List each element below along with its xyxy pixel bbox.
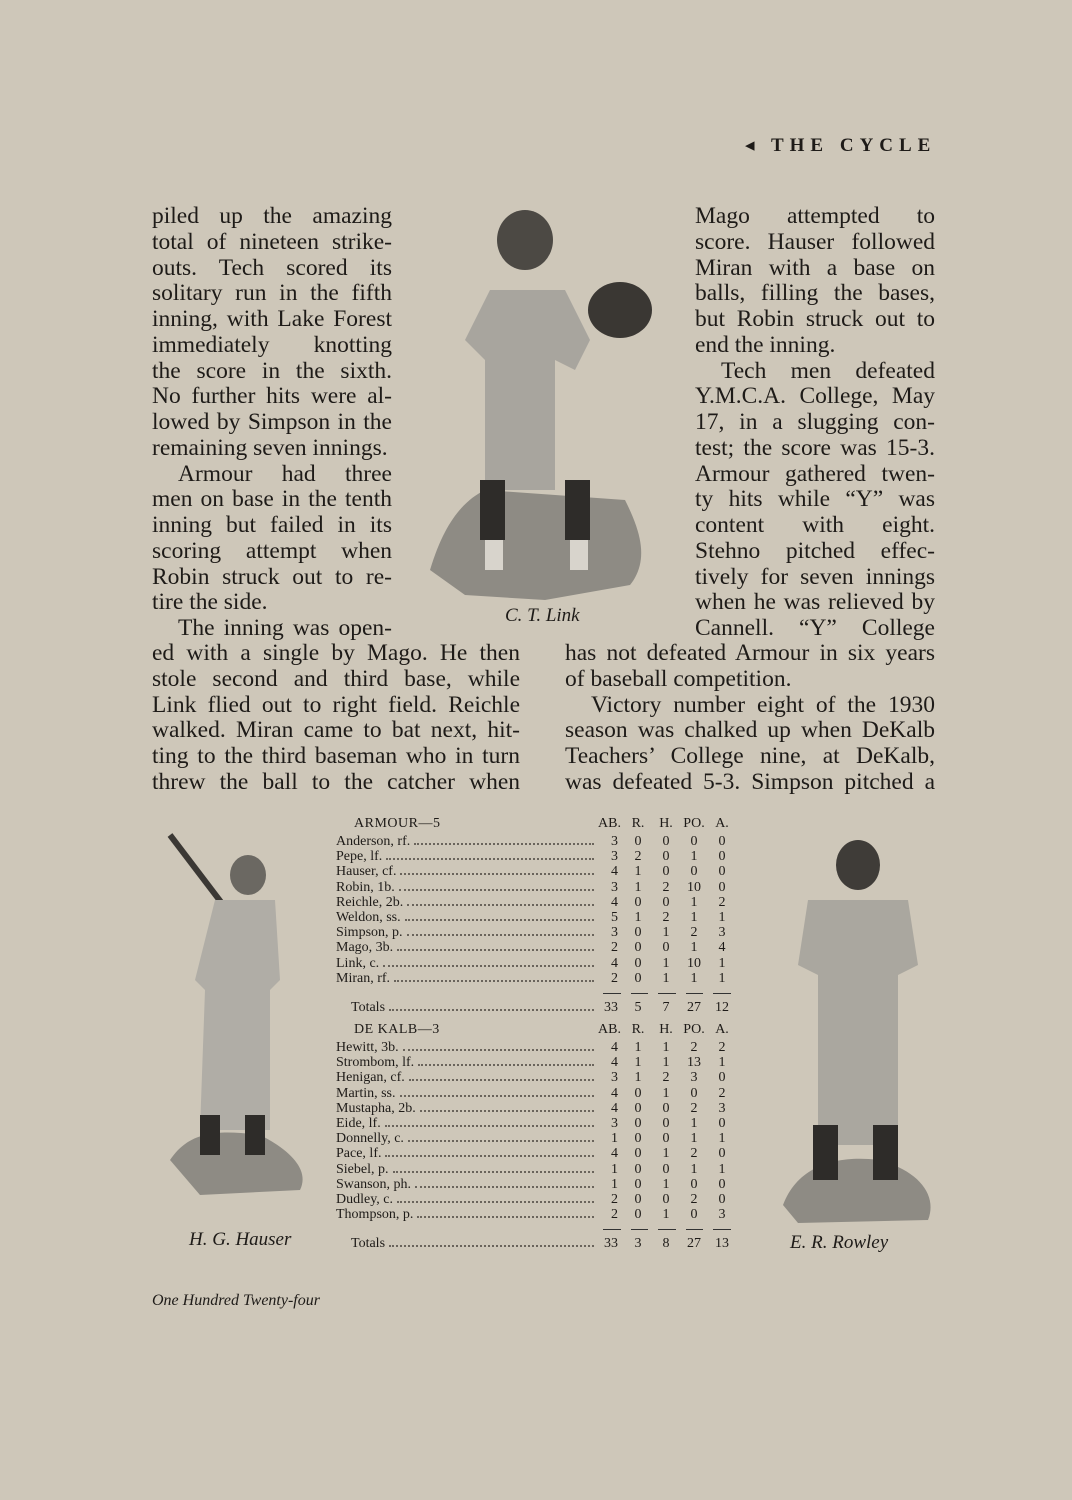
- player-name: Robin, 1b.: [336, 879, 395, 895]
- text-line: tire the side.: [152, 589, 268, 616]
- stat-value: 4: [611, 1146, 618, 1162]
- dot-leader: [397, 1201, 594, 1203]
- text-line: Y.M.C.A. College, May: [695, 383, 935, 410]
- table-row: [336, 1131, 736, 1146]
- column-header: R.: [631, 1022, 645, 1037]
- text-line: No further hits were al-: [152, 383, 392, 410]
- dot-leader: [403, 1049, 594, 1051]
- dot-leader: [420, 1110, 594, 1112]
- stat-value: 0: [634, 1191, 642, 1207]
- table-row: [336, 1070, 736, 1085]
- stat-value: 4: [718, 940, 726, 956]
- stat-value: 13: [687, 1055, 701, 1071]
- text-line: Miran with a base on: [695, 254, 935, 281]
- player-name: Siebel, p.: [336, 1161, 389, 1177]
- table-row: [336, 910, 736, 925]
- dot-leader: [414, 843, 594, 845]
- column-header: A.: [715, 1022, 729, 1037]
- stat-value: 0: [662, 1100, 670, 1116]
- dot-leader: [415, 1186, 594, 1188]
- stat-value: 2: [611, 940, 618, 956]
- stat-value: 1: [634, 1055, 642, 1071]
- table-row: [336, 849, 736, 864]
- table-row: [336, 1207, 736, 1222]
- left-column-text: [152, 204, 392, 642]
- box-score-header: [336, 816, 736, 834]
- text-line: Robin struck out to re-: [152, 563, 392, 590]
- dot-leader: [385, 1155, 594, 1157]
- table-row: [336, 1086, 736, 1101]
- stat-value: 1: [718, 955, 726, 971]
- stat-value: 4: [611, 1100, 618, 1116]
- stat-value: 2: [718, 1085, 726, 1101]
- stat-value: 33: [604, 1236, 618, 1252]
- dot-leader: [399, 889, 594, 891]
- table-row: [336, 1040, 736, 1055]
- stat-value: 2: [690, 1040, 698, 1055]
- table-row: [336, 1192, 736, 1207]
- table-row: [336, 1162, 736, 1177]
- table-row: [336, 940, 736, 955]
- text-line: threw the ball to the catcher when: [152, 768, 520, 795]
- stat-value: 1: [662, 1055, 670, 1071]
- player-name: Hewitt, 3b.: [336, 1040, 399, 1055]
- dot-leader: [417, 1216, 594, 1218]
- stat-value: 4: [611, 1055, 618, 1071]
- header-marker: ◂: [745, 135, 761, 156]
- stat-value: 1: [690, 1161, 698, 1177]
- text-line: ty hits while “Y” was: [695, 486, 935, 513]
- stat-value: 1: [690, 894, 698, 910]
- player-name: Dudley, c.: [336, 1191, 394, 1207]
- stat-value: 1: [634, 879, 642, 895]
- stat-value: 2: [611, 1207, 618, 1223]
- text-line: but Robin struck out to: [695, 306, 935, 332]
- dot-leader: [400, 873, 594, 875]
- box-score-dekalb: [336, 1022, 736, 1251]
- stat-value: 1: [690, 1131, 698, 1147]
- stat-value: 8: [662, 1236, 670, 1252]
- player-name: Martin, ss.: [336, 1085, 396, 1101]
- stat-value: 1: [662, 1040, 670, 1055]
- stat-value: 0: [662, 1191, 670, 1207]
- stat-value: 1: [718, 909, 726, 925]
- stat-value: 0: [634, 1115, 642, 1131]
- stat-value: 10: [687, 879, 701, 895]
- player-name: Thompson, p.: [336, 1207, 414, 1223]
- table-row: [336, 834, 736, 849]
- stat-value: 0: [662, 849, 670, 865]
- stat-value: 1: [662, 925, 670, 941]
- table-row: [336, 956, 736, 971]
- stat-value: 0: [662, 834, 670, 849]
- text-line: was defeated 5-3. Simpson pitched a: [565, 768, 935, 795]
- text-line: of baseball competition.: [565, 665, 792, 692]
- stat-value: 4: [611, 955, 618, 971]
- stat-value: 0: [634, 955, 642, 971]
- stat-value: 1: [634, 1070, 642, 1086]
- text-line: scoring attempt when: [152, 537, 392, 564]
- stat-value: 1: [662, 1176, 670, 1192]
- player-name: Miran, rf.: [336, 970, 391, 986]
- stat-value: 0: [690, 864, 698, 880]
- stat-value: 0: [634, 1207, 642, 1223]
- stat-value: 0: [718, 849, 726, 865]
- stat-value: 0: [690, 834, 698, 849]
- dot-leader: [407, 904, 594, 906]
- player-name: Hauser, cf.: [336, 864, 397, 880]
- stat-value: 1: [718, 1131, 726, 1147]
- text-line: Stehno pitched effec-: [695, 537, 935, 564]
- stat-value: 7: [662, 999, 670, 1015]
- stat-value: 3: [718, 925, 726, 941]
- text-line: Tech men defeated: [721, 357, 935, 384]
- text-line: ed with a single by Mago. He then: [152, 640, 520, 666]
- stat-value: 0: [718, 879, 726, 895]
- text-line: score. Hauser followed: [695, 228, 935, 255]
- team-name: ARMOUR—5: [354, 816, 441, 831]
- player-name: Pace, lf.: [336, 1146, 382, 1162]
- column-header: PO.: [683, 1022, 705, 1037]
- stat-value: 1: [662, 1085, 670, 1101]
- text-line: total of nineteen strike-: [152, 228, 392, 255]
- column-header: AB.: [598, 1022, 621, 1037]
- stat-value: 0: [662, 894, 670, 910]
- player-name: Strombom, lf.: [336, 1055, 415, 1071]
- text-line: ting to the third baseman who in turn: [152, 743, 520, 769]
- text-line: Victory number eight of the 1930: [591, 691, 935, 718]
- text-line: inning but failed in its: [152, 512, 392, 538]
- stat-value: 2: [690, 1146, 698, 1162]
- column-header: AB.: [598, 816, 621, 831]
- dot-leader: [397, 949, 594, 951]
- text-line: walked. Miran came to bat next, hit-: [152, 717, 520, 744]
- stat-value: 2: [611, 1191, 618, 1207]
- stat-value: 4: [611, 1040, 618, 1055]
- text-line: season was chalked up when DeKalb: [565, 717, 935, 744]
- column-header: H.: [659, 1022, 673, 1037]
- dot-leader: [394, 980, 594, 982]
- text-line: end the inning.: [695, 331, 836, 358]
- stat-value: 0: [662, 1131, 670, 1147]
- box-score-armour: [336, 816, 736, 1015]
- text-line: Armour had three: [178, 460, 392, 487]
- stat-value: 0: [634, 834, 642, 849]
- text-line: Teachers’ College nine, at DeKalb,: [565, 743, 935, 769]
- stat-value: 0: [634, 1146, 642, 1162]
- stat-value: 0: [690, 1207, 698, 1223]
- text-line: inning, with Lake Forest: [152, 306, 392, 332]
- stat-value: 1: [662, 1146, 670, 1162]
- stat-value: 0: [634, 940, 642, 956]
- totals-row: [336, 1000, 736, 1015]
- player-name: Henigan, cf.: [336, 1070, 405, 1086]
- stat-value: 0: [690, 1085, 698, 1101]
- stat-value: 3: [718, 1100, 726, 1116]
- dot-leader: [393, 1171, 595, 1173]
- stat-value: 0: [634, 1176, 642, 1192]
- text-line: has not defeated Armour in six years: [565, 640, 935, 666]
- stat-value: 2: [690, 1100, 698, 1116]
- dot-leader: [383, 965, 594, 967]
- player-name: Link, c.: [336, 955, 380, 971]
- stat-value: 5: [611, 909, 618, 925]
- table-row: [336, 1055, 736, 1070]
- totals-rule: [336, 1222, 736, 1236]
- stat-value: 0: [662, 1161, 670, 1177]
- table-row: [336, 1116, 736, 1131]
- stat-value: 0: [718, 1176, 726, 1192]
- stat-value: 1: [634, 864, 642, 880]
- table-row: [336, 864, 736, 879]
- table-row: [336, 1101, 736, 1116]
- stat-value: 2: [662, 879, 670, 895]
- player-name: Weldon, ss.: [336, 909, 401, 925]
- stat-value: 10: [687, 955, 701, 971]
- totals-row: [336, 1236, 736, 1251]
- table-row: [336, 1146, 736, 1161]
- stat-value: 1: [718, 1055, 726, 1071]
- stat-value: 0: [662, 864, 670, 880]
- stat-value: 0: [634, 970, 642, 986]
- text-line: The inning was open-: [178, 615, 392, 641]
- stat-value: 3: [611, 925, 618, 941]
- stat-value: 2: [611, 970, 618, 986]
- player-name: Simpson, p.: [336, 925, 403, 941]
- dot-leader: [386, 858, 594, 860]
- player-name: Totals: [351, 999, 386, 1015]
- stat-value: 4: [611, 864, 618, 880]
- stat-value: 4: [611, 894, 618, 910]
- player-name: Eide, lf.: [336, 1115, 381, 1131]
- dot-leader: [407, 934, 594, 936]
- dot-leader: [389, 1245, 594, 1247]
- stat-value: 0: [718, 1146, 726, 1162]
- text-line: solitary run in the fifth: [152, 280, 392, 307]
- stat-value: 2: [690, 925, 698, 941]
- stat-value: 0: [634, 1161, 642, 1177]
- stat-value: 1: [690, 970, 698, 986]
- photo-link: [425, 200, 660, 605]
- table-row: [336, 971, 736, 986]
- stat-value: 0: [634, 894, 642, 910]
- stat-value: 3: [718, 1207, 726, 1223]
- stat-value: 0: [718, 864, 726, 880]
- caption-hauser: H. G. Hauser: [189, 1229, 292, 1250]
- text-line: outs. Tech scored its: [152, 254, 392, 281]
- text-line: men on base in the tenth: [152, 486, 392, 513]
- stat-value: 2: [718, 1040, 726, 1055]
- stat-value: 2: [662, 1070, 670, 1086]
- stat-value: 0: [718, 834, 726, 849]
- stat-value: 27: [687, 1236, 701, 1252]
- player-name: Reichle, 2b.: [336, 894, 404, 910]
- text-line: the score in the sixth.: [152, 357, 392, 384]
- left-wide-text: [152, 641, 520, 796]
- right-column-text: [695, 204, 935, 642]
- text-line: when he was relieved by: [695, 589, 935, 616]
- dot-leader: [389, 1009, 594, 1011]
- player-name: Anderson, rf.: [336, 834, 411, 849]
- stat-value: 5: [634, 999, 642, 1015]
- text-line: stole second and third base, while: [152, 665, 520, 692]
- header-title: THE CYCLE: [770, 135, 937, 156]
- table-row: [336, 925, 736, 940]
- stat-value: 1: [611, 1131, 618, 1147]
- player-name: Mustapha, 2b.: [336, 1100, 416, 1116]
- stat-value: 3: [611, 1115, 618, 1131]
- stat-value: 1: [611, 1161, 618, 1177]
- stat-value: 33: [604, 999, 618, 1015]
- stat-value: 1: [662, 955, 670, 971]
- photo-hauser: [160, 830, 315, 1200]
- player-name: Mago, 3b.: [336, 940, 394, 956]
- text-line: Mago attempted to: [695, 203, 935, 229]
- stat-value: 1: [718, 1161, 726, 1177]
- stat-value: 2: [662, 909, 670, 925]
- stat-value: 27: [687, 999, 701, 1015]
- stat-value: 13: [715, 1236, 729, 1252]
- stat-value: 3: [611, 849, 618, 865]
- page-number: One Hundred Twenty-four: [152, 1292, 320, 1309]
- text-line: Link flied out to right field. Reichle: [152, 691, 520, 718]
- column-header: A.: [715, 816, 729, 831]
- stat-value: 4: [611, 1085, 618, 1101]
- player-name: Swanson, ph.: [336, 1176, 412, 1192]
- player-name: Donnelly, c.: [336, 1131, 404, 1147]
- stat-value: 2: [718, 894, 726, 910]
- stat-value: 1: [634, 1040, 642, 1055]
- text-line: Armour gathered twen-: [695, 460, 935, 487]
- dot-leader: [418, 1064, 594, 1066]
- team-name: DE KALB—3: [354, 1022, 440, 1037]
- stat-value: 0: [634, 1100, 642, 1116]
- photo-rowley: [778, 835, 938, 1225]
- text-line: remaining seven innings.: [152, 434, 388, 461]
- totals-rule: [336, 986, 736, 1000]
- caption-link: C. T. Link: [505, 605, 580, 626]
- text-line: lowed by Simpson in the: [152, 409, 392, 435]
- stat-value: 1: [690, 940, 698, 956]
- column-header: R.: [631, 816, 645, 831]
- stat-value: 0: [690, 1176, 698, 1192]
- stat-value: 2: [634, 849, 642, 865]
- column-header: H.: [659, 816, 673, 831]
- stat-value: 0: [634, 1131, 642, 1147]
- stat-value: 3: [611, 834, 618, 849]
- player-name: Pepe, lf.: [336, 849, 383, 865]
- stat-value: 1: [690, 849, 698, 865]
- text-line: tively for seven innings: [695, 563, 935, 590]
- table-row: [336, 880, 736, 895]
- stat-value: 3: [634, 1236, 642, 1252]
- dot-leader: [385, 1125, 594, 1127]
- stat-value: 3: [690, 1070, 698, 1086]
- text-line: test; the score was 15-3.: [695, 434, 935, 461]
- text-line: Cannell. “Y” College: [695, 615, 935, 641]
- stat-value: 1: [718, 970, 726, 986]
- stat-value: 1: [611, 1176, 618, 1192]
- stat-value: 0: [662, 940, 670, 956]
- stat-value: 0: [634, 925, 642, 941]
- text-line: balls, filling the bases,: [695, 280, 935, 307]
- stat-value: 0: [634, 1085, 642, 1101]
- player-name: Totals: [351, 1236, 386, 1252]
- stat-value: 2: [690, 1191, 698, 1207]
- stat-value: 3: [611, 879, 618, 895]
- stat-value: 3: [611, 1070, 618, 1086]
- stat-value: 1: [662, 970, 670, 986]
- stat-value: 12: [715, 999, 729, 1015]
- text-line: content with eight.: [695, 512, 935, 538]
- stat-value: 1: [690, 909, 698, 925]
- table-row: [336, 895, 736, 910]
- stat-value: 1: [634, 909, 642, 925]
- dot-leader: [405, 919, 594, 921]
- column-header: PO.: [683, 816, 705, 831]
- text-line: immediately knotting: [152, 331, 392, 358]
- text-line: piled up the amazing: [152, 203, 392, 229]
- running-header: [745, 134, 936, 157]
- table-row: [336, 1177, 736, 1192]
- stat-value: 1: [662, 1207, 670, 1223]
- dot-leader: [408, 1140, 594, 1142]
- box-score-header: [336, 1022, 736, 1040]
- text-line: 17, in a slugging con-: [695, 409, 935, 435]
- right-wide-text: [565, 641, 935, 796]
- stat-value: 1: [690, 1115, 698, 1131]
- stat-value: 0: [718, 1191, 726, 1207]
- dot-leader: [409, 1079, 594, 1081]
- caption-rowley: E. R. Rowley: [790, 1232, 889, 1253]
- dot-leader: [400, 1095, 595, 1097]
- stat-value: 0: [718, 1115, 726, 1131]
- stat-value: 0: [662, 1115, 670, 1131]
- stat-value: 0: [718, 1070, 726, 1086]
